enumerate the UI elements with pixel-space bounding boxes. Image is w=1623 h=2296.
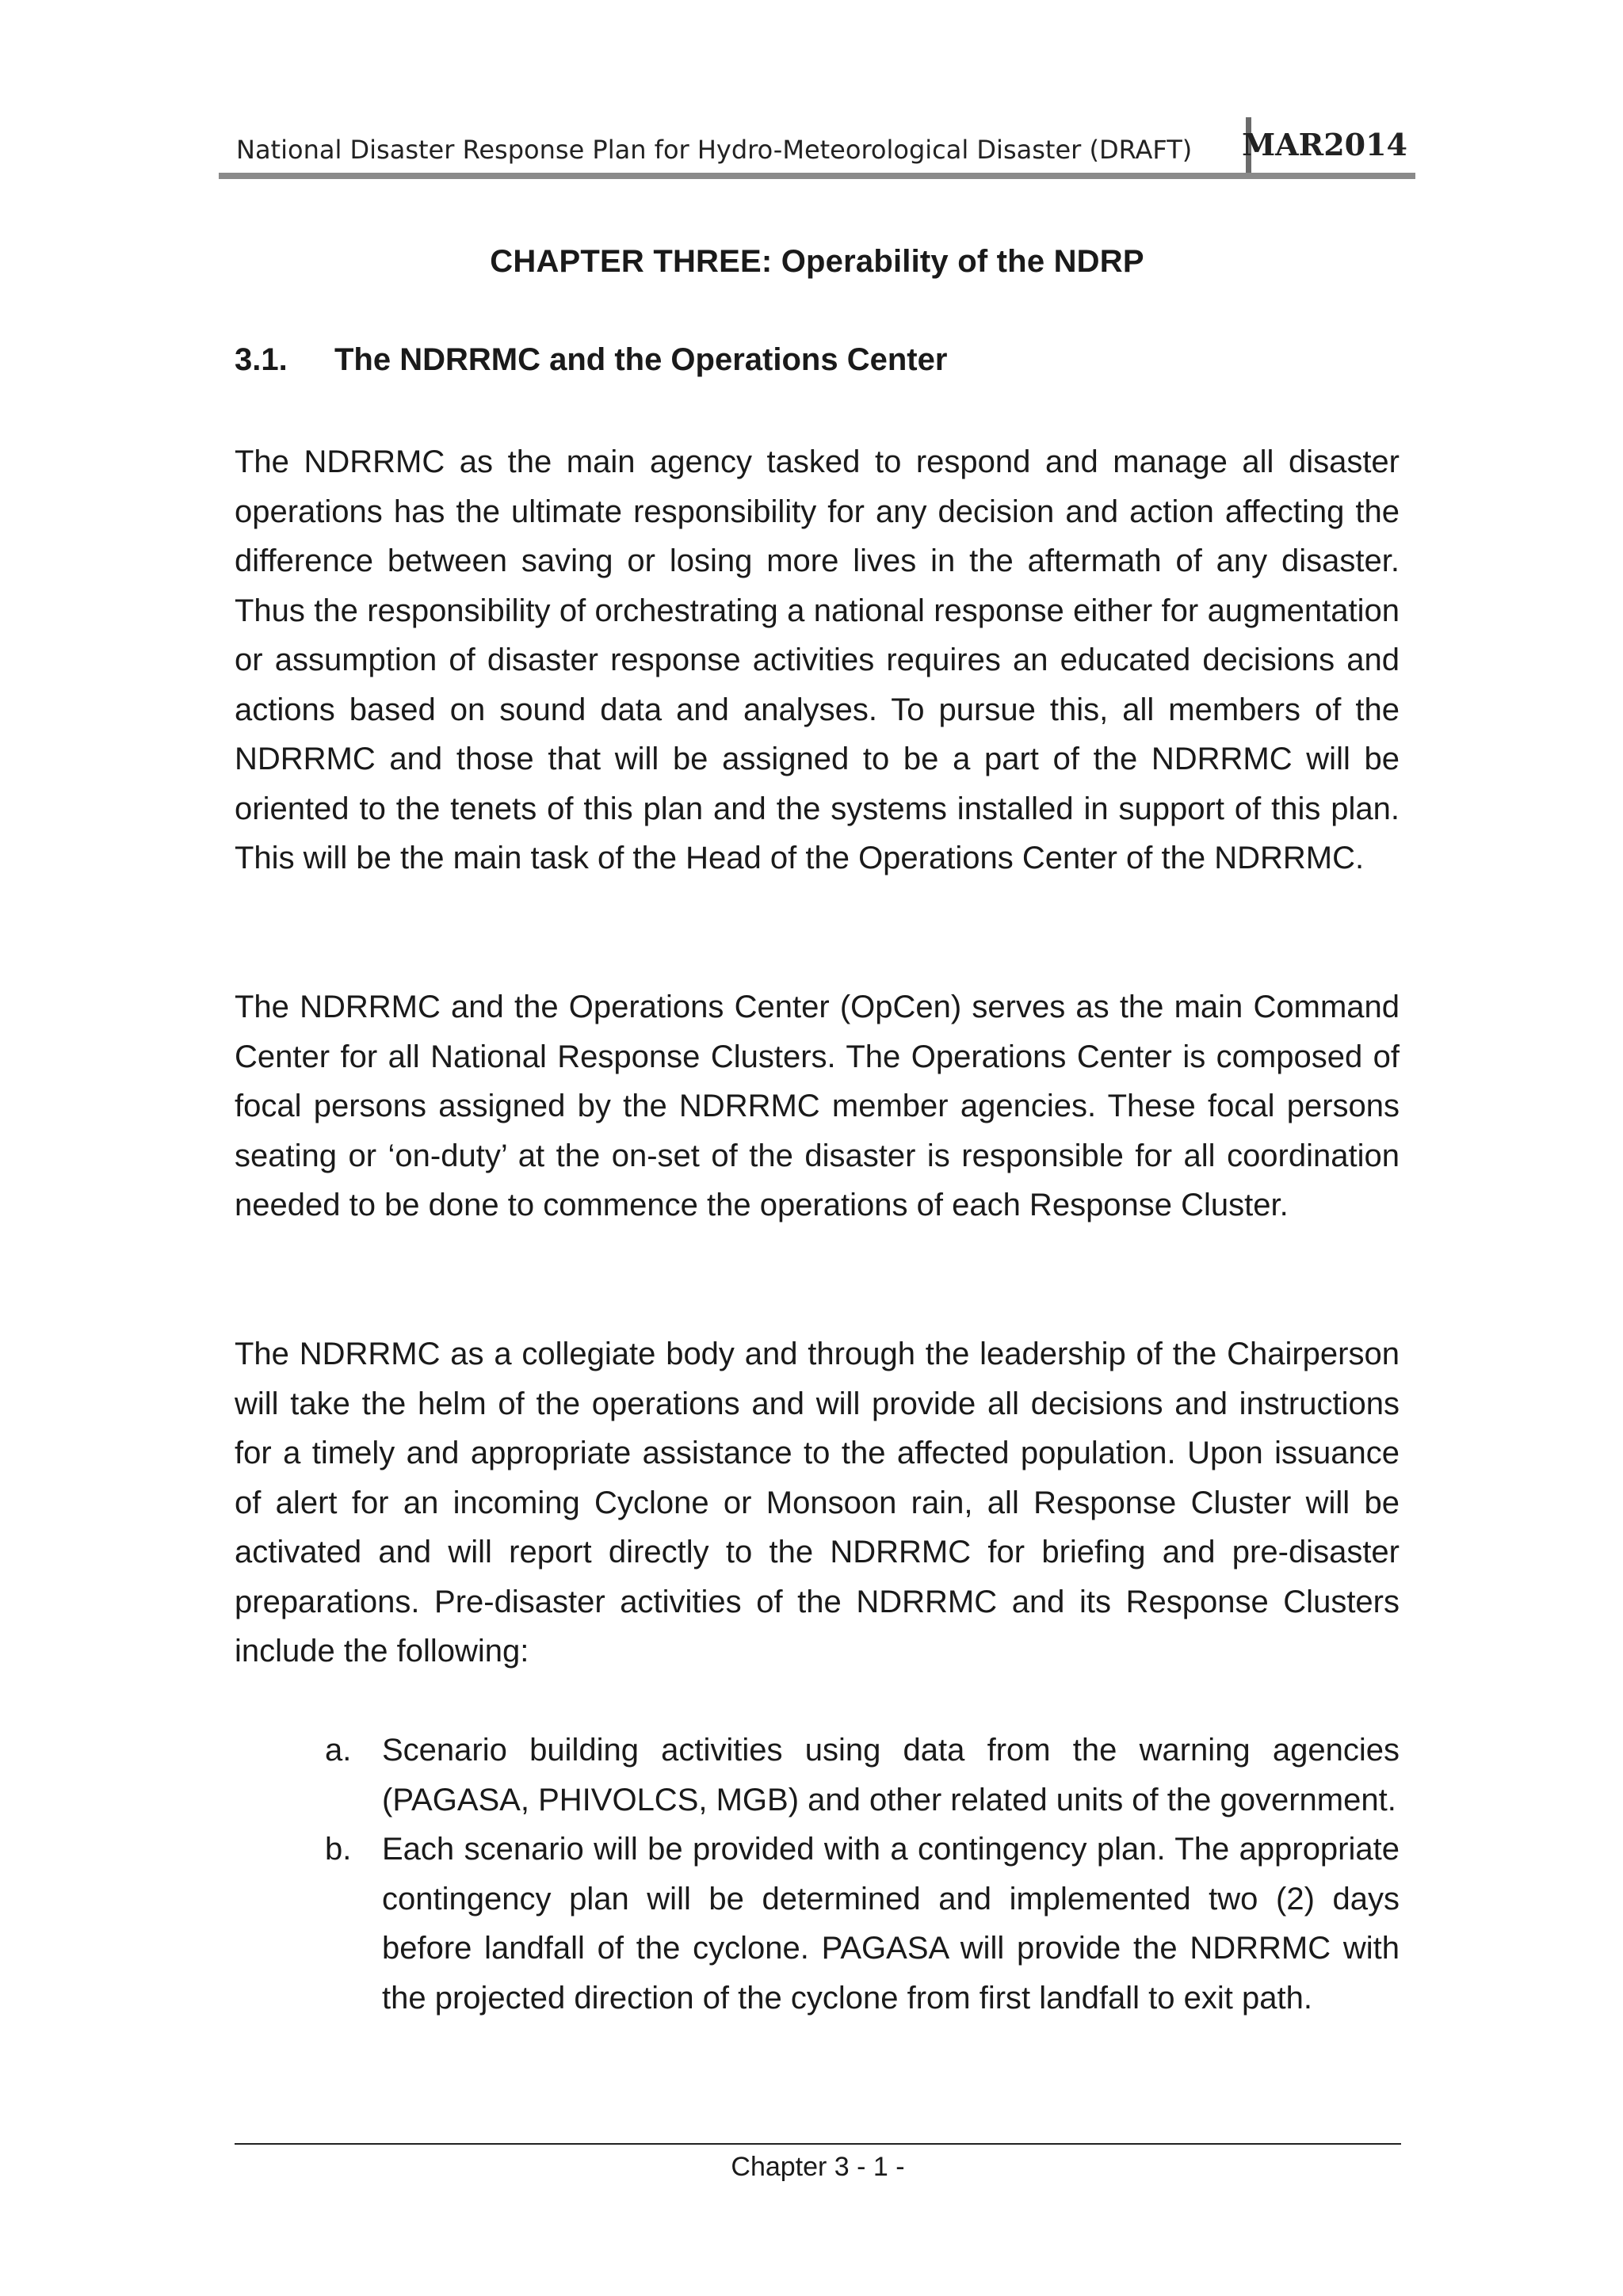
list-marker: a. xyxy=(325,1733,352,1768)
page-number: Chapter 3 - 1 - xyxy=(731,2152,905,2182)
footer-rule xyxy=(235,2143,1401,2145)
header-date: MAR2014 xyxy=(1242,127,1407,162)
section-number: 3.1. xyxy=(235,342,288,377)
paragraph: The NDRRMC and the Operations Center (OpCen) serves as the main Command Center for all National Response Clusters. The Operations Center is composed of focal persons assigned by the NDRRMC member agencies. These focal persons seating or ‘on-duty’ at the on-set of the disaster is responsible for all coordination needed to be done to commence the operations of each Response Cluster. xyxy=(235,990,1400,1222)
paragraph: The NDRRMC as the main agency tasked to respond and manage all disaster operations has the ultimate responsibility for any decision and action affecting the difference between saving or losing more lives in the aftermath of any disaster. Thus the responsibility of orchestrating a national response either for augmentation or assumption of disaster response activities requires an educated decisions and actions based on sound data and analyses. To pursue this, all members of the NDRRMC and those that will be assigned to be a part of the NDRRMC will be oriented to the tenets of this plan and the systems installed in support of this plan. This will be the main task of the Head of the Operations Center of the NDRRMC. xyxy=(235,444,1400,875)
section-heading xyxy=(235,342,947,378)
list-item-text: Each scenario will be provided with a contingency plan. The appropriate contingency plan will be determined and implemented two (2) days before landfall of the cyclone. PAGASA will provide the NDRRMC with the projected direction of the cyclone from first landfall to exit path. xyxy=(382,1832,1400,2016)
pre-disaster-activities-list xyxy=(325,1726,1400,2023)
section-title: The NDRRMC and the Operations Center xyxy=(334,342,948,377)
paragraph: The NDRRMC as a collegiate body and through the leadership of the Chairperson will take the helm of the operations and will provide all decisions and instructions for a timely and appropriate assistance to the affected population. Upon issuance of alert for an incoming Cyclone or Monsoon rain, all Response Cluster will be activated and will report directly to the NDRRMC for briefing and pre-disaster preparations. Pre-disaster activities of the NDRRMC and its Response Clusters include the following: xyxy=(235,1337,1400,1669)
header-title: National Disaster Response Plan for Hydro-Meteorological Disaster (DRAFT) xyxy=(236,135,1193,165)
list-marker: b. xyxy=(325,1832,352,1867)
list-item xyxy=(325,1726,1400,1825)
page-header xyxy=(219,117,1415,182)
list-item-text: Scenario building activities using data from the warning agencies (PAGASA, PHIVOLCS, MGB) and other related units of the government. xyxy=(382,1733,1400,1817)
list-item xyxy=(325,1825,1400,2023)
header-rule xyxy=(219,173,1415,179)
chapter-title: CHAPTER THREE: Operability of the NDRP xyxy=(490,244,1144,279)
